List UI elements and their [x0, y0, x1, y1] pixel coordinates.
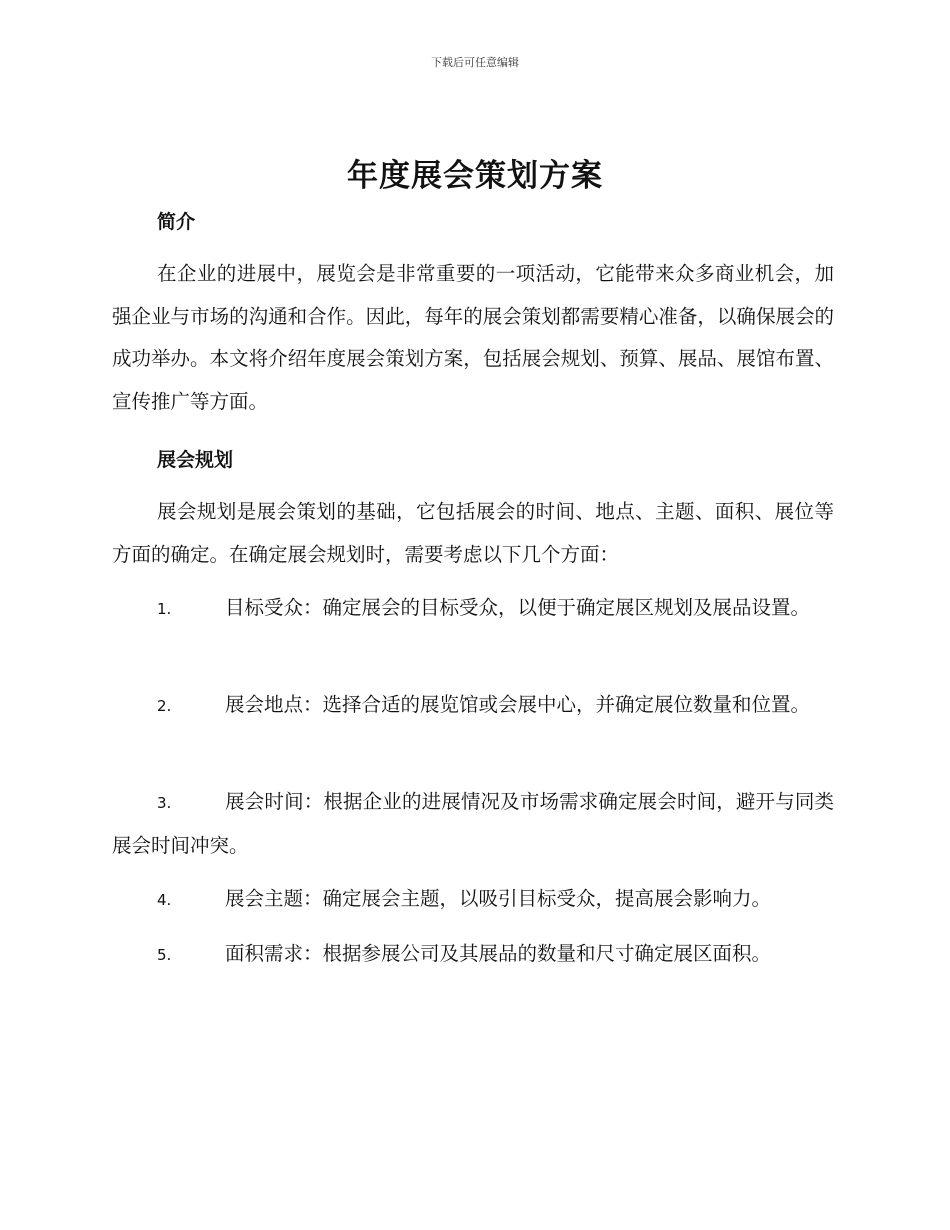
list-item-number: 2.	[157, 697, 172, 715]
intro-paragraph: 在企业的进展中，展览会是非常重要的一项活动，它能带来众多商业机会，加强企业与市场的沟通和合作。因此，每年的展会策划都需要精心准备，以确保展会的成功举办。本文将介绍年度展会策划方案，包括展会规划、预算、展品、展馆布置、宣传推广等方面。	[112, 262, 834, 413]
list-item-number: 1.	[157, 600, 172, 618]
section-heading-intro: 简介	[157, 211, 196, 233]
section-heading-planning: 展会规划	[157, 449, 234, 471]
list-item	[112, 781, 834, 867]
list-item-text: 目标受众：确定展会的目标受众，以便于确定展区规划及展品设置。	[225, 596, 811, 619]
document-title: 年度展会策划方案	[347, 158, 603, 194]
list-item	[112, 878, 834, 922]
list-item-text: 展会主题：确定展会主题，以吸引目标受众，提高展会影响力。	[225, 887, 772, 910]
planning-paragraph: 展会规划是展会策划的基础，它包括展会的时间、地点、主题、面积、展位等方面的确定。在确定展会规划时，需要考虑以下几个方面：	[112, 500, 834, 566]
list-item-text: 展会时间：根据企业的进展情况及市场需求确定展会时间，避开与同类展会时间冲突。	[112, 790, 834, 857]
list-item-number: 3.	[157, 794, 172, 812]
list-item-number: 5.	[157, 946, 172, 964]
header-note: 下载后可任意编辑	[431, 56, 519, 69]
list-item	[112, 933, 834, 977]
list-item-text: 展会地点：选择合适的展览馆或会展中心，并确定展位数量和位置。	[225, 693, 811, 716]
list-item	[112, 587, 834, 631]
list-item-number: 4.	[157, 891, 172, 909]
list-item	[112, 684, 834, 728]
list-item-text: 面积需求：根据参展公司及其展品的数量和尺寸确定展区面积。	[225, 942, 772, 965]
